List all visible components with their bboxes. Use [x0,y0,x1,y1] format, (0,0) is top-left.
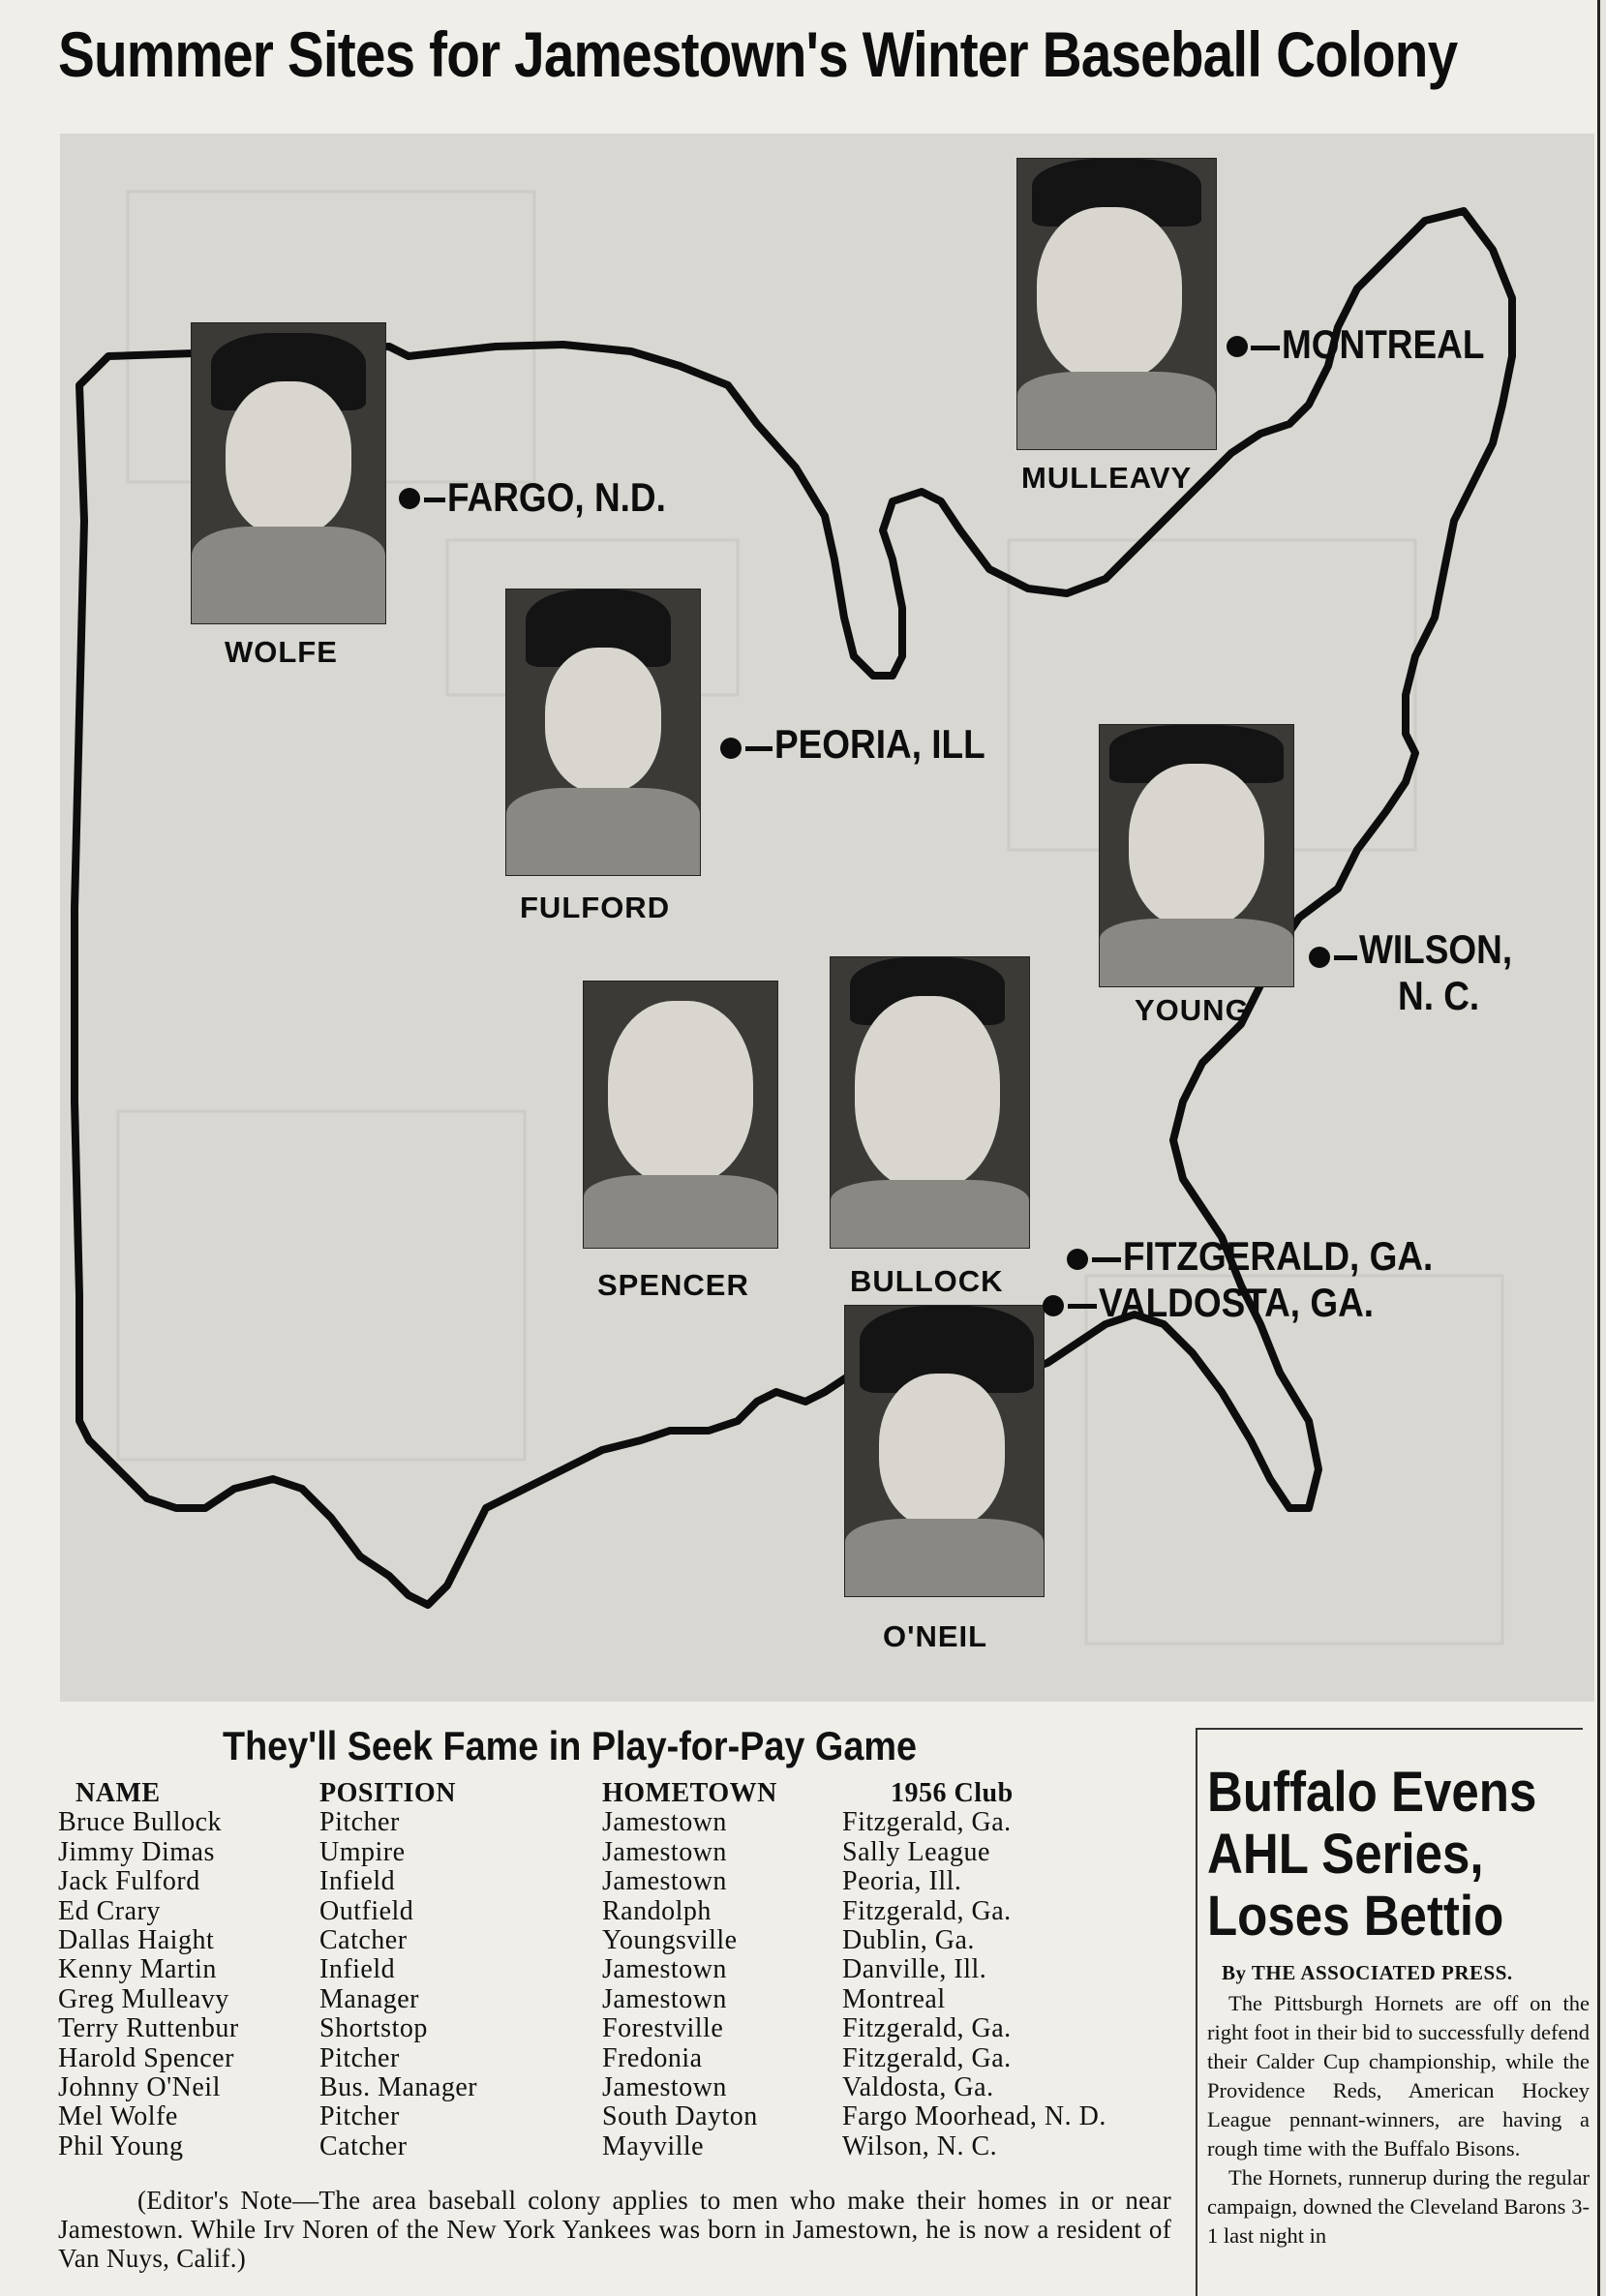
story-paragraph: The Hornets, runnerup during the regular campaign, downed the Cleveland Barons 3-1 last night in [1207,2165,1590,2248]
table-cell: Randolph [602,1895,712,1926]
story-headline: Buffalo Evens AHL Series, Loses Bettio [1207,1761,1537,1948]
fulford-caption: FULFORD [520,891,671,924]
table-row: Dallas Haight [58,1925,215,1956]
table-cell: Forestville [602,2013,724,2044]
table-cell: Outfield [319,1895,414,1926]
roster-title: They'll Seek Fame in Play-for-Pay Game [223,1723,917,1768]
oneil-photo [844,1305,1045,1597]
table-cell: Bus. Manager [319,2072,478,2103]
table-cell: Youngsville [602,1925,738,1956]
table-cell: South Dayton [602,2101,758,2132]
table-row: Kenny Martin [58,1954,217,1985]
table-cell: Jamestown [602,1836,727,1867]
name-header: NAME [76,1778,161,1808]
column-rule-horizontal [1196,1728,1583,1730]
fulford-photo [505,589,701,876]
spencer-caption: SPENCER [597,1268,749,1302]
table-row: Jimmy Dimas [58,1836,215,1867]
table-cell: Infield [319,1954,396,1985]
spencer-photo [583,981,778,1249]
mulleavy-photo [1016,158,1217,450]
wolfe-caption: WOLFE [225,635,338,669]
table-cell: Fargo Moorhead, N. D. [842,2101,1106,2132]
fargo-label: FARGO, N.D. [447,474,666,520]
story-byline: By THE ASSOCIATED PRESS. [1222,1961,1513,1984]
valdosta-leader [1068,1304,1097,1309]
table-cell: Danville, Ill. [842,1954,987,1985]
montreal-label: MONTREAL [1282,321,1485,367]
story-body [1207,1989,1590,2251]
wilson-leader [1334,955,1357,960]
position-column [319,1779,477,2161]
table-row: Ed Crary [58,1895,161,1926]
table-cell: Dublin, Ga. [842,1925,975,1956]
oneil-caption: O'NEIL [883,1619,988,1653]
table-cell: Jamestown [602,1983,727,2014]
table-row: Harold Spencer [58,2042,234,2073]
table-cell: Shortstop [319,2013,428,2044]
fitzgerald-label: FITZGERALD, GA. [1123,1233,1434,1279]
young-photo [1099,724,1294,987]
table-row: Johnny O'Neil [58,2072,221,2103]
valdosta-label: VALDOSTA, GA. [1099,1280,1375,1325]
fitzgerald-leader [1092,1257,1121,1262]
table-cell: Fitzgerald, Ga. [842,2042,1012,2073]
valdosta-marker [1043,1295,1064,1316]
table-row: Terry Ruttenbur [58,2013,239,2044]
editors-note: (Editor's Note—The area baseball colony applies to men who make their homes in or near Jamestown. While Irv Noren of the New York Yankees was born in Jamestown, he is now a resident of Van Nuys, Calif.) [58,2186,1171,2273]
table-cell: Sally League [842,1836,990,1867]
table-cell: Fitzgerald, Ga. [842,2013,1012,2044]
table-row: Jack Fulford [58,1866,200,1897]
montreal-marker [1227,336,1248,357]
map-panel [60,134,1594,1702]
table-cell: Peoria, Ill. [842,1866,962,1897]
table-cell: Valdosta, Ga. [842,2072,994,2103]
mulleavy-caption: MULLEAVY [1021,461,1193,495]
table-row: Bruce Bullock [58,1807,223,1838]
wilson-label-line2: N. C. [1398,973,1480,1018]
table-cell: Mayville [602,2130,705,2161]
table-cell: Pitcher [319,2042,400,2073]
bullock-caption: BULLOCK [850,1264,1004,1298]
table-cell: Jamestown [602,1807,727,1838]
table-cell: Pitcher [319,2101,400,2132]
table-cell: Catcher [319,1925,408,1956]
table-row: Mel Wolfe [58,2101,178,2132]
table-cell: Wilson, N. C. [842,2130,998,2161]
table-cell: Jamestown [602,2072,727,2103]
table-cell: Jamestown [602,1954,727,1985]
fitzgerald-marker [1067,1249,1088,1270]
position-header: POSITION [319,1778,456,1808]
wilson-label-line1: WILSON, [1359,926,1513,972]
table-cell: Manager [319,1983,420,2014]
table-cell: Pitcher [319,1807,400,1838]
table-cell: Umpire [319,1836,406,1867]
peoria-label: PEORIA, ILL [774,721,985,767]
table-cell: Catcher [319,2130,408,2161]
club-column [842,1779,1106,2161]
table-row: Phil Young [58,2130,184,2161]
montreal-leader [1251,346,1280,350]
table-row: Greg Mulleavy [58,1983,229,2014]
table-cell: Jamestown [602,1866,727,1897]
fargo-marker [399,488,420,509]
name-column [58,1779,239,2161]
peoria-marker [720,738,742,759]
young-caption: YOUNG [1135,993,1250,1027]
column-rule-vertical [1196,1728,1197,2296]
page-headline: Summer Sites for Jamestown's Winter Baseball Colony [58,18,1458,90]
peoria-leader [745,746,773,751]
table-cell: Fitzgerald, Ga. [842,1895,1012,1926]
wilson-marker [1309,947,1330,968]
story-paragraph: The Pittsburgh Hornets are off on the right foot in their bid to successfully defend their Calder Cup championship, while the Providence Reds, American Hockey League pennant-winners, are having a rough time with the Buffalo Bisons. [1207,1991,1590,2160]
hometown-header: HOMETOWN [602,1778,777,1808]
fargo-leader [424,498,445,502]
table-cell: Fitzgerald, Ga. [842,1807,1012,1838]
table-cell: Infield [319,1866,396,1897]
bullock-photo [830,956,1030,1249]
table-cell: Montreal [842,1983,946,2014]
table-cell: Fredonia [602,2042,703,2073]
club-header: 1956 Club [891,1778,1014,1808]
wolfe-photo [191,322,386,624]
adjacent-column-edge [1597,0,1606,2296]
hometown-column [602,1779,777,2161]
